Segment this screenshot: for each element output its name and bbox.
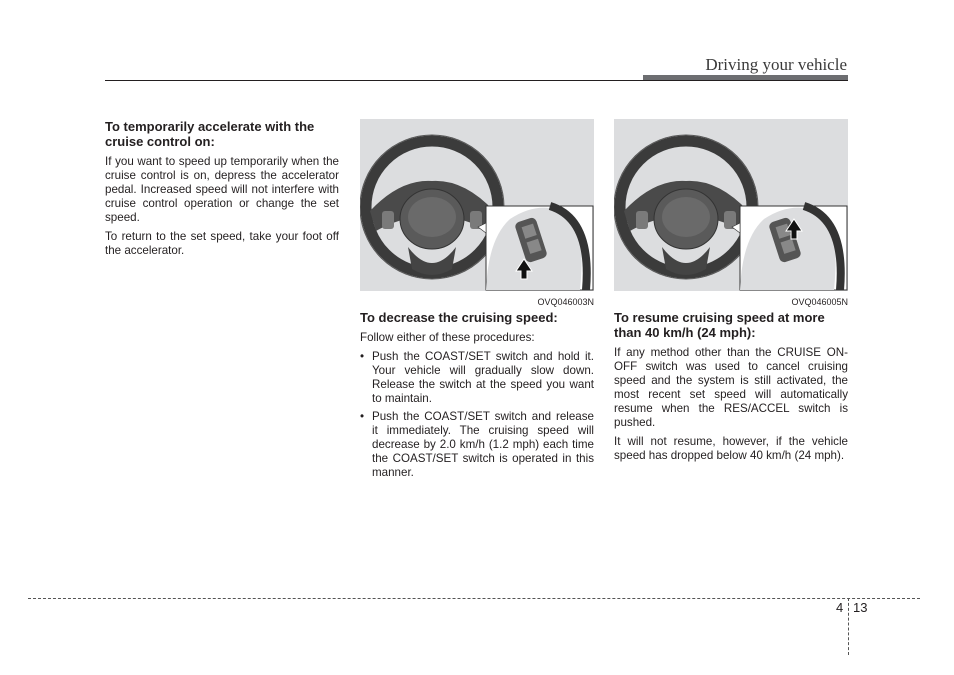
- figure-code: OVQ046005N: [791, 297, 848, 307]
- figure-coast-set: [360, 119, 594, 307]
- decrease-heading: To decrease the cruising speed:: [360, 310, 558, 325]
- list-item: • Push the COAST/SET switch and hold it. Your vehicle will gradually slow down. Release the switch at the speed you want to maintain.: [360, 350, 594, 406]
- steering-wheel-coast-set-switch-icon: [360, 119, 594, 291]
- resume-heading: To resume cruising speed at more than 40 km/h (24 mph):: [614, 310, 825, 340]
- section-title: Driving your vehicle: [705, 55, 847, 74]
- header-rule: [105, 80, 848, 81]
- decrease-procedure-list: [360, 350, 594, 480]
- middle-column: [360, 310, 594, 484]
- figure-res-accel: [614, 119, 848, 307]
- resume-paragraph-1: If any method other than the CRUISE ON-OFF switch was used to cancel cruising speed and the system is still activated, the most recent set speed will automatically resume when the RES/ACCEL switch is pushed.: [614, 346, 848, 429]
- accelerate-paragraph-2: To return to the set speed, take your foot off the accelerator.: [105, 230, 339, 257]
- resume-paragraph-2: It will not resume, however, if the vehicle speed has dropped below 40 km/h (24 mph).: [614, 435, 848, 462]
- page-section-number: 4: [836, 600, 844, 615]
- figure-code: OVQ046003N: [537, 297, 594, 307]
- footer-rule: [28, 598, 920, 599]
- steering-wheel-res-accel-switch-icon: [614, 119, 848, 291]
- accelerate-heading: To temporarily accelerate with the cruise control on:: [105, 119, 315, 149]
- list-item: • Push the COAST/SET switch and release it immediately. The cruising speed will decrease by 2.0 km/h (1.2 mph) each time the COAST/SET switch is operated in this manner.: [360, 410, 594, 480]
- decrease-intro: Follow either of these procedures:: [360, 331, 535, 344]
- left-column: [105, 119, 339, 263]
- page-number: 13: [853, 600, 868, 615]
- right-column: [614, 310, 848, 468]
- accelerate-paragraph-1: If you want to speed up temporarily when the cruise control is on, depress the accelerator pedal. Increased speed will not interfere with cruise control operation or change the set speed.: [105, 155, 339, 224]
- footer-divider: [848, 598, 849, 655]
